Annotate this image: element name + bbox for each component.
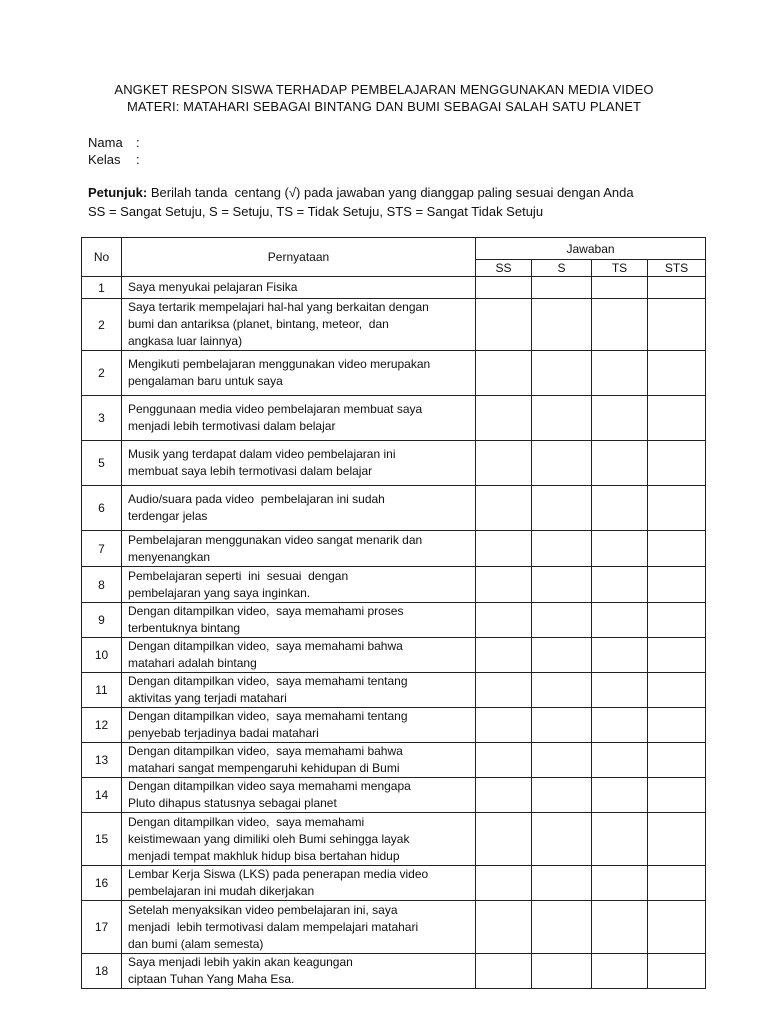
statement-line: Saya menjadi lebih yakin akan keagungan — [128, 955, 353, 969]
table-row — [82, 351, 706, 396]
row-number: 5 — [82, 441, 122, 486]
statement-line: Dengan ditampilkan video saya memahami mengapa — [128, 779, 411, 793]
answer-cell-sts[interactable] — [648, 299, 706, 351]
answer-cell-ss[interactable] — [476, 901, 532, 954]
statement-line: Dengan ditampilkan video, saya memahami bahwa — [128, 639, 403, 653]
row-number: 15 — [82, 813, 122, 866]
answer-cell-sts[interactable] — [648, 396, 706, 441]
row-statement — [122, 441, 476, 486]
table-row — [82, 277, 706, 299]
row-number: 14 — [82, 778, 122, 813]
row-statement — [122, 277, 476, 299]
answer-cell-ts[interactable] — [592, 531, 648, 567]
answer-cell-s[interactable] — [532, 743, 592, 778]
table-row — [82, 567, 706, 603]
answer-cell-ss[interactable] — [476, 531, 532, 567]
answer-cell-sts[interactable] — [648, 813, 706, 866]
answer-cell-s[interactable] — [532, 778, 592, 813]
statement-line: menjadi lebih termotivasi dalam belajar — [128, 419, 336, 433]
table-row — [82, 531, 706, 567]
answer-cell-ts[interactable] — [592, 901, 648, 954]
table-row — [82, 396, 706, 441]
answer-cell-ss[interactable] — [476, 866, 532, 901]
answer-cell-ts[interactable] — [592, 813, 648, 866]
answer-cell-ss[interactable] — [476, 708, 532, 743]
answer-cell-ts[interactable] — [592, 673, 648, 708]
answer-cell-sts[interactable] — [648, 486, 706, 531]
answer-cell-ss[interactable] — [476, 396, 532, 441]
row-number: 7 — [82, 531, 122, 567]
answer-cell-ts[interactable] — [592, 866, 648, 901]
answer-cell-s[interactable] — [532, 708, 592, 743]
statement-line: Pembelajaran menggunakan video sangat menarik dan — [128, 532, 423, 547]
table-row — [82, 673, 706, 708]
answer-cell-ss[interactable] — [476, 673, 532, 708]
answer-cell-s[interactable] — [532, 638, 592, 673]
answer-cell-s[interactable] — [532, 673, 592, 708]
row-number: 11 — [82, 673, 122, 708]
row-number: 12 — [82, 708, 122, 743]
answer-cell-sts[interactable] — [648, 866, 706, 901]
row-number: 1 — [82, 277, 122, 299]
answer-legend: SS = Sangat Setuju, S = Setuju, TS = Tidak Setuju, STS = Sangat Tidak Setuju — [88, 204, 544, 219]
answer-cell-ss[interactable] — [476, 954, 532, 989]
row-statement — [122, 396, 476, 441]
answer-cell-s[interactable] — [532, 954, 592, 989]
header-sts: STS — [648, 260, 706, 277]
answer-cell-ts[interactable] — [592, 954, 648, 989]
header-ts: TS — [592, 260, 648, 277]
row-number: 2 — [82, 299, 122, 351]
statement-line: menjadi lebih termotivasi dalam mempelajari matahari — [128, 919, 419, 934]
answer-cell-s[interactable] — [532, 396, 592, 441]
row-statement — [122, 531, 476, 567]
answer-cell-ts[interactable] — [592, 638, 648, 673]
answer-cell-sts[interactable] — [648, 638, 706, 673]
row-number: 10 — [82, 638, 122, 673]
answer-cell-sts[interactable] — [648, 531, 706, 567]
answer-cell-ss[interactable] — [476, 441, 532, 486]
answer-cell-s[interactable] — [532, 567, 592, 603]
answer-cell-s[interactable] — [532, 441, 592, 486]
answer-cell-sts[interactable] — [648, 708, 706, 743]
answer-cell-ts[interactable] — [592, 441, 648, 486]
answer-cell-ss[interactable] — [476, 603, 532, 638]
statement-line: bumi dan antariksa (planet, bintang, meteor, dan — [128, 317, 389, 331]
header-statement: Pernyataan — [122, 238, 476, 277]
statement-line: Dengan ditampilkan video, saya memahami proses — [128, 604, 404, 618]
row-statement — [122, 866, 476, 901]
row-statement — [122, 954, 476, 989]
answer-cell-ss[interactable] — [476, 743, 532, 778]
answer-cell-ss[interactable] — [476, 813, 532, 866]
row-statement — [122, 813, 476, 866]
answer-cell-ts[interactable] — [592, 351, 648, 396]
statement-line: pembelajaran ini mudah dikerjakan — [128, 884, 315, 898]
statement-line: menyenangkan — [128, 549, 211, 564]
row-statement — [122, 603, 476, 638]
table-body — [82, 277, 706, 989]
answer-cell-ts[interactable] — [592, 277, 648, 299]
statement-line: pembelajaran yang saya inginkan. — [128, 585, 311, 600]
answer-cell-ss[interactable] — [476, 277, 532, 299]
answer-cell-ts[interactable] — [592, 603, 648, 638]
statement-line: matahari adalah bintang — [128, 656, 257, 670]
answer-cell-ss[interactable] — [476, 486, 532, 531]
statement-line: Musik yang terdapat dalam video pembelajaran ini — [128, 447, 396, 461]
answer-cell-ts[interactable] — [592, 486, 648, 531]
answer-cell-ss[interactable] — [476, 638, 532, 673]
answer-cell-s[interactable] — [532, 813, 592, 866]
answer-cell-sts[interactable] — [648, 603, 706, 638]
statement-line: Dengan ditampilkan video, saya memahami tentang — [128, 674, 408, 688]
statement-line: keistimewaan yang dimiliki oleh Bumi sehingga layak — [128, 831, 410, 846]
row-number: 2 — [82, 351, 122, 396]
answer-cell-ts[interactable] — [592, 567, 648, 603]
statement-line: dan bumi (alam semesta) — [128, 936, 264, 951]
answer-cell-ts[interactable] — [592, 743, 648, 778]
statement-line: membuat saya lebih termotivasi dalam belajar — [128, 464, 373, 478]
table-row — [82, 441, 706, 486]
answer-cell-s[interactable] — [532, 531, 592, 567]
answer-cell-sts[interactable] — [648, 441, 706, 486]
name-field — [88, 135, 140, 150]
answer-cell-s[interactable] — [532, 486, 592, 531]
answer-cell-ts[interactable] — [592, 299, 648, 351]
statement-line: Dengan ditampilkan video, saya memahami tentang — [128, 709, 408, 723]
answer-cell-sts[interactable] — [648, 901, 706, 954]
statement-line: Mengikuti pembelajaran menggunakan video merupakan — [128, 357, 431, 371]
document-title-line-2: MATERI: MATAHARI SEBAGAI BINTANG DAN BUMI SEBAGAI SALAH SATU PLANET — [126, 99, 642, 114]
statement-line: Dengan ditampilkan video, saya memahami — [128, 814, 365, 829]
answer-cell-s[interactable] — [532, 277, 592, 299]
row-number: 17 — [82, 901, 122, 954]
row-number: 18 — [82, 954, 122, 989]
table-row — [82, 299, 706, 351]
answer-cell-s[interactable] — [532, 603, 592, 638]
row-statement — [122, 778, 476, 813]
row-number: 9 — [82, 603, 122, 638]
class-label: Kelas — [88, 152, 121, 167]
statement-line: Pluto dihapus statusnya sebagai planet — [128, 796, 337, 810]
answer-cell-ts[interactable] — [592, 708, 648, 743]
table-row — [82, 638, 706, 673]
table-row — [82, 778, 706, 813]
row-statement — [122, 638, 476, 673]
instruction — [88, 185, 634, 200]
table-row — [82, 743, 706, 778]
row-statement — [122, 708, 476, 743]
document-title-line-1: ANGKET RESPON SISWA TERHADAP PEMBELAJARAN MENGGUNAKAN MEDIA VIDEO — [114, 82, 654, 97]
instruction-label: Petunjuk: — [88, 185, 148, 200]
answer-cell-s[interactable] — [532, 299, 592, 351]
statement-line: Pembelajaran seperti ini sesuai dengan — [128, 568, 349, 583]
answer-cell-s[interactable] — [532, 901, 592, 954]
table-row — [82, 866, 706, 901]
row-statement — [122, 567, 476, 603]
row-number: 16 — [82, 866, 122, 901]
class-field — [88, 152, 140, 167]
statement-line: Saya tertarik mempelajari hal-hal yang berkaitan dengan — [128, 300, 429, 314]
answer-cell-sts[interactable] — [648, 778, 706, 813]
answer-cell-sts[interactable] — [648, 954, 706, 989]
table-row — [82, 954, 706, 989]
statement-line: Penggunaan media video pembelajaran membuat saya — [128, 402, 423, 416]
answer-cell-s[interactable] — [532, 866, 592, 901]
statement-line: Setelah menyaksikan video pembelajaran ini, saya — [128, 902, 398, 917]
header-no: No — [82, 238, 122, 277]
answer-cell-ss[interactable] — [476, 351, 532, 396]
statement-line: terbentuknya bintang — [128, 621, 241, 635]
table-row — [82, 813, 706, 866]
statement-line: ciptaan Tuhan Yang Maha Esa. — [128, 972, 295, 986]
answer-cell-ts[interactable] — [592, 778, 648, 813]
answer-cell-sts[interactable] — [648, 743, 706, 778]
answer-cell-sts[interactable] — [648, 277, 706, 299]
statement-line: terdengar jelas — [128, 509, 208, 523]
statement-line: aktivitas yang terjadi matahari — [128, 691, 287, 705]
answer-cell-s[interactable] — [532, 351, 592, 396]
statement-line: Dengan ditampilkan video, saya memahami bahwa — [128, 744, 403, 758]
row-number: 3 — [82, 396, 122, 441]
name-separator: : — [136, 135, 140, 150]
row-statement — [122, 673, 476, 708]
statement-line: angkasa luar lainnya) — [128, 334, 243, 348]
answer-cell-sts[interactable] — [648, 351, 706, 396]
row-statement — [122, 486, 476, 531]
table-row — [82, 901, 706, 954]
answer-cell-sts[interactable] — [648, 567, 706, 603]
statement-line: Saya menyukai pelajaran Fisika — [128, 280, 298, 294]
table-row — [82, 486, 706, 531]
statement-line: pengalaman baru untuk saya — [128, 374, 283, 388]
statement-line: penyebab terjadinya badai matahari — [128, 726, 319, 740]
statement-line: Audio/suara pada video pembelajaran ini sudah — [128, 492, 385, 506]
statement-line: Lembar Kerja Siswa (LKS) pada penerapan media video — [128, 867, 429, 881]
table-row — [82, 603, 706, 638]
instruction-text: Berilah tanda centang (√) pada jawaban yang dianggap paling sesuai dengan Anda — [147, 185, 634, 200]
row-number: 13 — [82, 743, 122, 778]
class-separator: : — [136, 152, 140, 167]
statement-line: matahari sangat mempengaruhi kehidupan di Bumi — [128, 761, 400, 775]
header-s: S — [532, 260, 592, 277]
statement-line: menjadi tempat makhluk hidup bisa bertahan hidup — [128, 848, 400, 863]
answer-cell-ts[interactable] — [592, 396, 648, 441]
name-label: Nama — [88, 135, 123, 150]
row-statement — [122, 901, 476, 954]
row-statement — [122, 299, 476, 351]
answer-cell-ss[interactable] — [476, 299, 532, 351]
row-statement — [122, 351, 476, 396]
header-answer-group: Jawaban — [476, 238, 706, 260]
answer-cell-ss[interactable] — [476, 778, 532, 813]
answer-cell-sts[interactable] — [648, 673, 706, 708]
row-number: 6 — [82, 486, 122, 531]
table-row — [82, 708, 706, 743]
questionnaire-table — [81, 237, 706, 989]
header-ss: SS — [476, 260, 532, 277]
answer-cell-ss[interactable] — [476, 567, 532, 603]
row-number: 8 — [82, 567, 122, 603]
row-statement — [122, 743, 476, 778]
